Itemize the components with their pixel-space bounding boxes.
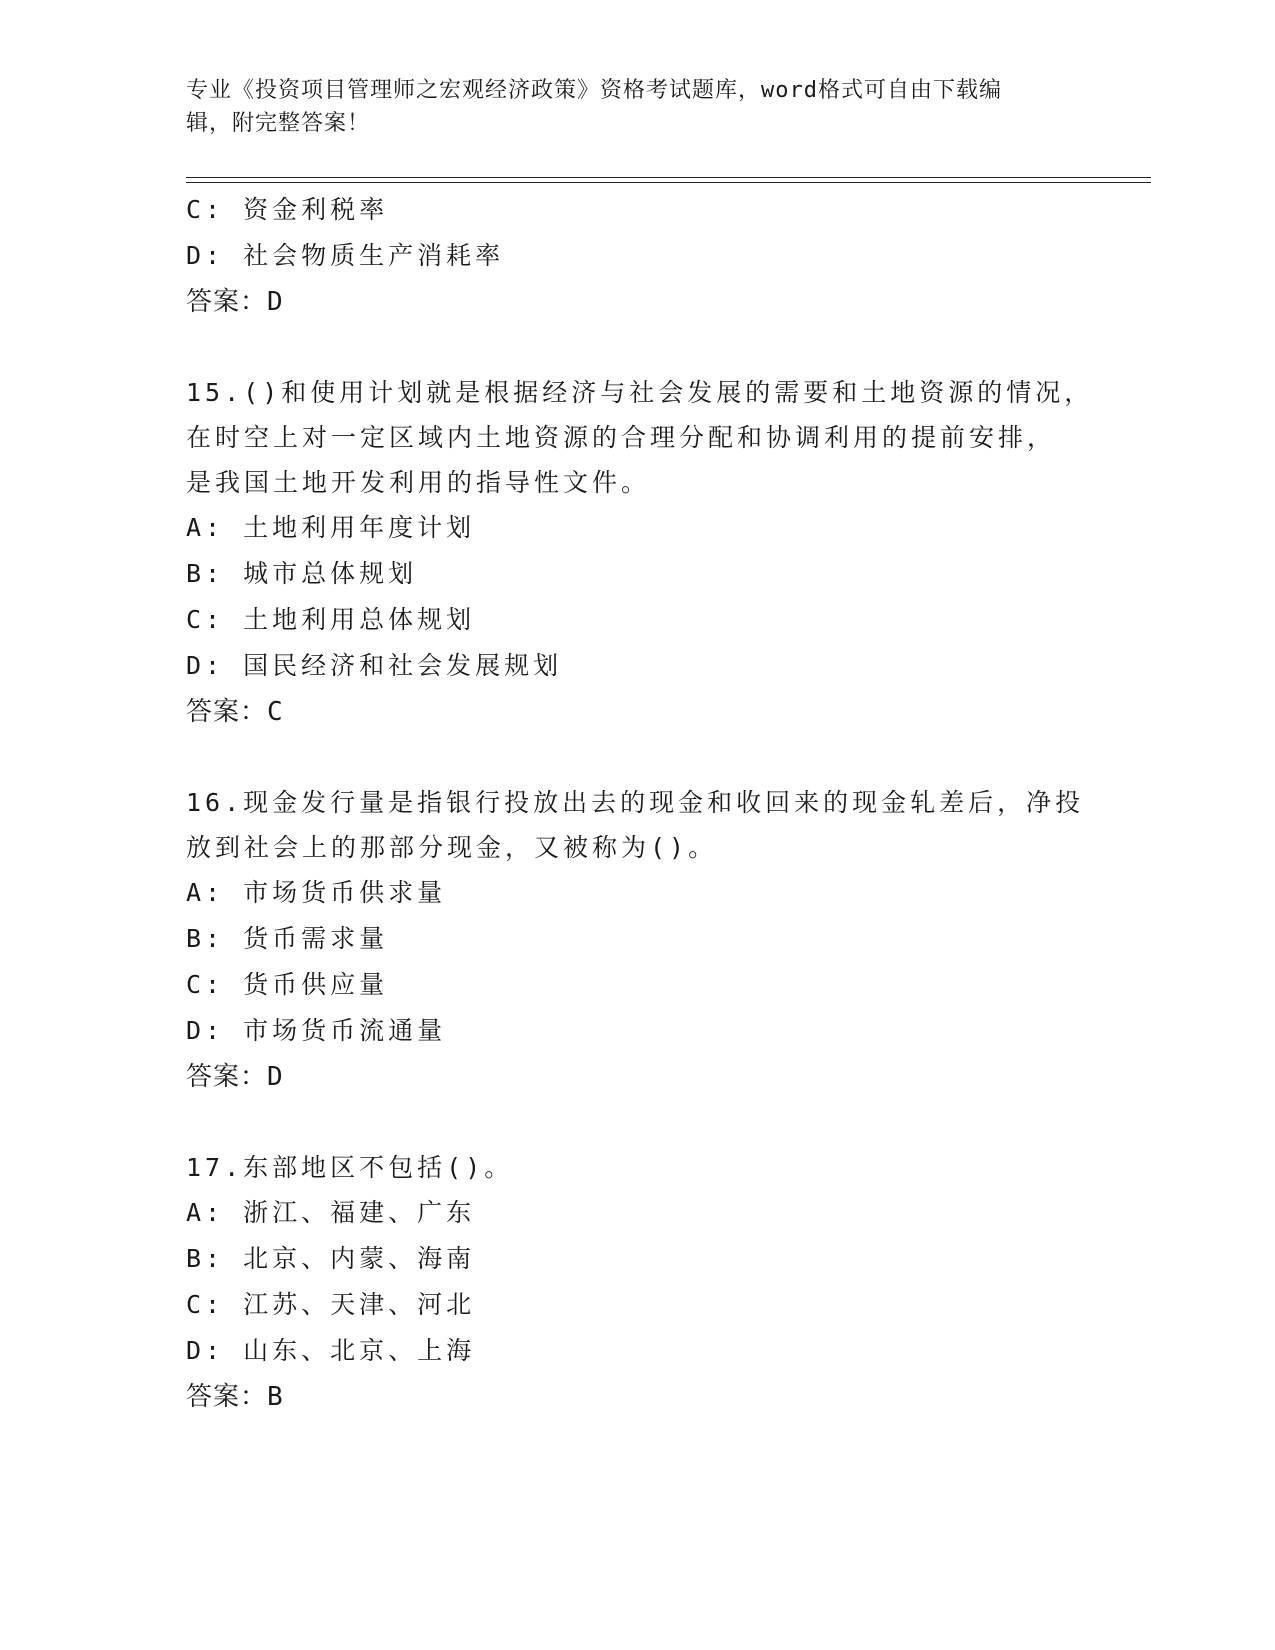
option-label: D: — [186, 1016, 225, 1045]
option-d — [186, 643, 1086, 689]
option-b — [186, 1236, 1086, 1282]
answer-label: 答案： — [186, 287, 268, 317]
document-header — [186, 74, 1066, 140]
question-stem-line: 在时空上对一定区域内土地资源的合理分配和协调利用的提前安排， — [186, 423, 1057, 452]
option-label: A: — [186, 878, 225, 907]
option-label: D: — [186, 651, 225, 680]
option-c — [186, 187, 1086, 233]
option-b — [186, 551, 1086, 597]
question-content — [186, 187, 1094, 1420]
answer-value: D — [267, 287, 284, 317]
option-label: B: — [186, 559, 225, 588]
answer-label: 答案： — [186, 1062, 268, 1092]
answer-label: 答案： — [186, 697, 268, 727]
option-a — [186, 1190, 1086, 1236]
option-label: D: — [186, 1336, 225, 1365]
option-text: 山东、北京、上海 — [243, 1336, 476, 1365]
option-label: A: — [186, 513, 225, 542]
answer-label: 答案： — [186, 1382, 268, 1412]
question-16 — [186, 780, 1086, 1100]
option-d — [186, 1008, 1086, 1054]
option-label: B: — [186, 924, 225, 953]
answer-line — [186, 1054, 1086, 1100]
option-text: 土地利用总体规划 — [243, 605, 476, 634]
answer-line — [186, 279, 1086, 325]
option-text: 货币供应量 — [243, 970, 389, 999]
answer-line — [186, 1374, 1086, 1420]
option-text: 社会物质生产消耗率 — [243, 241, 505, 270]
option-label: C: — [186, 970, 225, 999]
answer-line — [186, 689, 1086, 735]
option-label: C: — [186, 605, 225, 634]
header-divider-top — [186, 177, 1151, 178]
question-stem-line: 放到社会上的那部分现金，又被称为()。 — [186, 833, 718, 862]
question-15 — [186, 370, 1094, 735]
option-b — [186, 916, 1086, 962]
question-stem-line: 16.现金发行量是指银行投放出去的现金和收回来的现金轧差后，净投 — [186, 788, 1085, 817]
option-text: 国民经济和社会发展规划 — [243, 651, 563, 680]
question-stem-line: 是我国土地开发利用的指导性文件。 — [186, 468, 651, 497]
option-text: 货币需求量 — [243, 924, 389, 953]
answer-value: C — [267, 697, 284, 727]
option-d — [186, 233, 1086, 279]
option-text: 市场货币供求量 — [243, 878, 447, 907]
option-label: A: — [186, 1198, 225, 1227]
option-c — [186, 962, 1086, 1008]
option-text: 江苏、天津、河北 — [243, 1290, 476, 1319]
option-text: 浙江、福建、广东 — [243, 1198, 476, 1227]
option-text: 城市总体规划 — [243, 559, 418, 588]
header-line-2: 辑，附完整答案！ — [186, 111, 371, 136]
option-label: C: — [186, 1290, 225, 1319]
question-stem-line: 15.()和使用计划就是根据经济与社会发展的需要和土地资源的情况， — [186, 378, 1094, 407]
option-c — [186, 1282, 1086, 1328]
carryover-block — [186, 187, 1086, 325]
option-a — [186, 870, 1086, 916]
option-label: D: — [186, 241, 225, 270]
option-label: C: — [186, 195, 225, 224]
header-line-1: 专业《投资项目管理师之宏观经济政策》资格考试题库，word格式可自由下载编 — [186, 78, 1002, 103]
option-text: 北京、内蒙、海南 — [243, 1244, 476, 1273]
answer-value: D — [267, 1062, 284, 1092]
option-a — [186, 505, 1086, 551]
question-stem-line: 17.东部地区不包括()。 — [186, 1153, 514, 1182]
header-divider-bottom — [186, 182, 1151, 183]
option-text: 土地利用年度计划 — [243, 513, 476, 542]
option-text: 资金利税率 — [243, 195, 389, 224]
option-label: B: — [186, 1244, 225, 1273]
option-c — [186, 597, 1086, 643]
option-d — [186, 1328, 1086, 1374]
option-text: 市场货币流通量 — [243, 1016, 447, 1045]
answer-value: B — [267, 1382, 284, 1412]
question-17 — [186, 1145, 1086, 1420]
